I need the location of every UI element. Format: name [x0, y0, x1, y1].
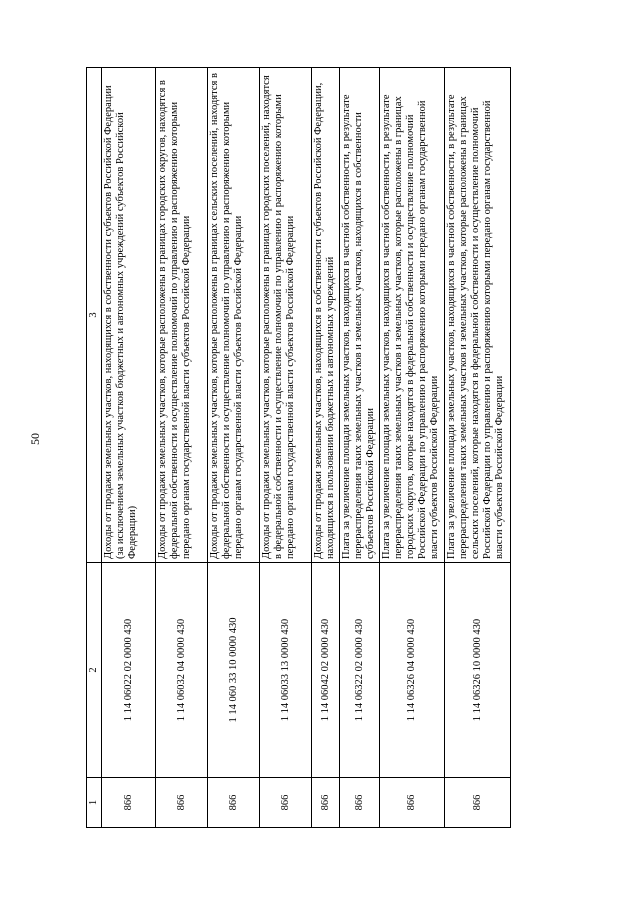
table-row [156, 68, 208, 828]
revenue-code-cell: 1 14 06042 02 0000 430 [312, 563, 340, 778]
description-cell: Плата за увеличение площади земельных участков, находящихся в частной собственности, в результате перераспределения таких земельных участков и земельных участков, находящихся в собственности субъектов Российской Федерации [340, 68, 380, 563]
description-cell: Доходы от продажи земельных участков, находящихся в собственности субъектов Российской Федерации (за исключением земельных участков бюджетных и автономных учреждений субъектов Российской Федерации) [102, 68, 156, 563]
revenue-code-cell: 1 14 06326 10 0000 430 [445, 563, 511, 778]
revenue-code-cell: 1 14 06322 02 0000 430 [340, 563, 380, 778]
column-header: 1 [87, 778, 102, 828]
table-row [445, 68, 511, 828]
description-cell: Плата за увеличение площади земельных участков, находящихся в частной собственности, в результате перераспределения таких земельных участков и земельных участков, которые расположены в границах сельских поселений, которые находятся в федеральной собственности и осуществление полномочий Российской Федерации по управлению и распоряжению которыми передано органам государственной власти субъектов Российской Федерации [445, 68, 511, 563]
description-cell: Плата за увеличение площади земельных участков, находящихся в частной собственности, в результате перераспределения таких земельных участков и земельных участков, которые расположены в границах городских округов, которые находятся в федеральной собственности и осуществление полномочий Российской Федерации по управлению и распоряжению которыми передано органам государственной власти субъектов Российской Федерации [380, 68, 445, 563]
page-number: 50 [28, 433, 42, 445]
revenue-code-cell: 1 14 06032 04 0000 430 [156, 563, 208, 778]
revenue-code-cell: 1 14 06326 04 0000 430 [380, 563, 445, 778]
admin-code-cell: 866 [312, 778, 340, 828]
table-header-row [87, 68, 102, 828]
revenue-code-cell: 1 14 06022 02 0000 430 [102, 563, 156, 778]
table-row [102, 68, 156, 828]
admin-code-cell: 866 [445, 778, 511, 828]
table-row [208, 68, 260, 828]
table-row [312, 68, 340, 828]
column-header: 3 [87, 68, 102, 563]
admin-code-cell: 866 [260, 778, 312, 828]
admin-code-cell: 866 [340, 778, 380, 828]
table-row [260, 68, 312, 828]
admin-code-cell: 866 [102, 778, 156, 828]
revenue-codes-table [86, 67, 511, 828]
revenue-code-cell: 1 14 06033 13 0000 430 [260, 563, 312, 778]
admin-code-cell: 866 [208, 778, 260, 828]
description-cell: Доходы от продажи земельных участков, находящихся в собственности субъектов Российской Федерации, находящихся в пользовании бюджетных и автономных учреждений [312, 68, 340, 563]
table-row [340, 68, 380, 828]
description-cell: Доходы от продажи земельных участков, которые расположены в границах сельских поселений, находятся в федеральной собственности и осуществление полномочий по управлению и распоряжению которыми передано органам государственной власти субъектов Российской Федерации [208, 68, 260, 563]
rotated-table-container [86, 68, 511, 828]
description-cell: Доходы от продажи земельных участков, которые расположены в границах городских округов, находятся в федеральной собственности и осуществление полномочий по управлению и распоряжению которыми передано органам государственной власти субъектов Российской Федерации [156, 68, 208, 563]
description-cell: Доходы от продажи земельных участков, которые расположены в границах городских поселений, находятся в федеральной собственности и осуществление полномочий по управлению и распоряжению которыми передано органам государственной власти субъектов Российской Федерации [260, 68, 312, 563]
revenue-code-cell: 1 14 060 33 10 0000 430 [208, 563, 260, 778]
admin-code-cell: 866 [156, 778, 208, 828]
admin-code-cell: 866 [380, 778, 445, 828]
column-header: 2 [87, 563, 102, 778]
table-row [380, 68, 445, 828]
